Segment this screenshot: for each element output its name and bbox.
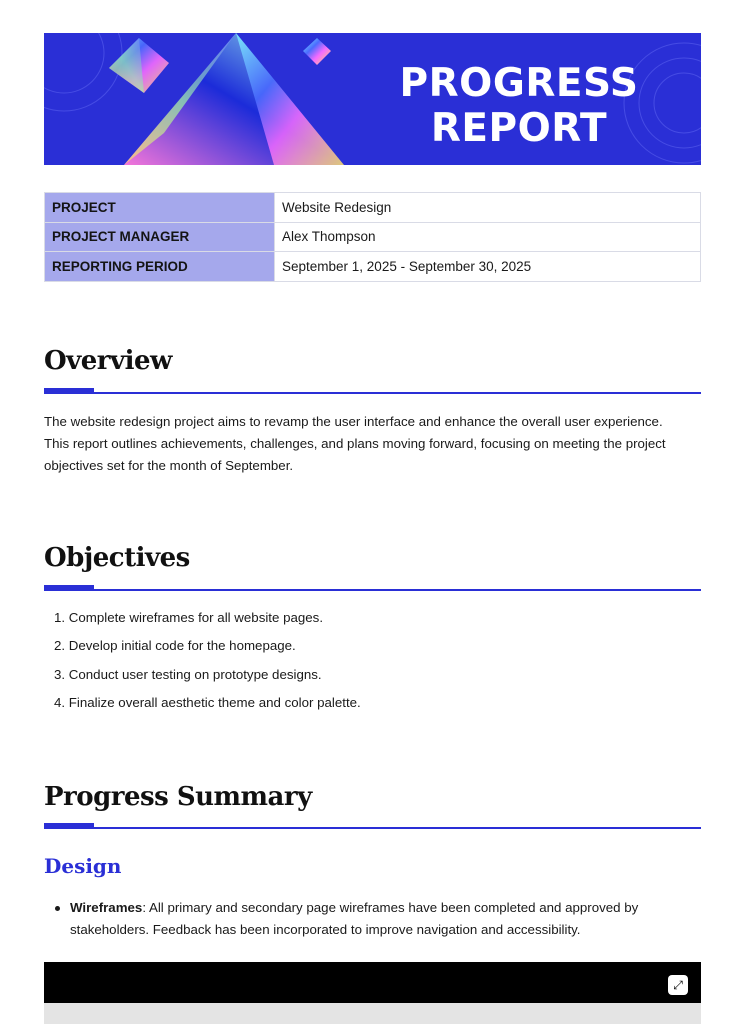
progress-rule	[44, 827, 701, 829]
objectives-heading: Objectives	[44, 543, 190, 573]
list-item: 2. Develop initial code for the homepage.	[54, 638, 296, 654]
list-item: 1. Complete wireframes for all website pages.	[54, 610, 324, 625]
bullet-text: stakeholders. Feedback has been incorporated to improve navigation and accessibility.	[70, 922, 581, 937]
objectives-list	[54, 607, 694, 720]
project-label: PROJECT	[45, 193, 275, 223]
list-item: 4. Finalize overall aesthetic theme and color palette.	[54, 694, 361, 710]
expand-icon[interactable]: ⤢	[668, 975, 688, 995]
embedded-media-toolbar	[44, 962, 701, 1003]
table-row	[45, 222, 701, 252]
period-label: REPORTING PERIOD	[45, 252, 275, 282]
overview-text	[44, 411, 701, 477]
design-heading: Design	[44, 854, 122, 878]
manager-label: PROJECT MANAGER	[45, 222, 275, 252]
progress-summary-heading: Progress Summary	[44, 782, 312, 812]
report-title	[354, 61, 684, 151]
overview-heading: Overview	[44, 346, 172, 376]
wireframes-bullet	[70, 897, 690, 941]
table-row	[45, 252, 701, 282]
bullet-label: Wireframes	[70, 900, 143, 915]
overview-rule	[44, 392, 701, 394]
period-value: September 1, 2025 - September 30, 2025	[275, 252, 701, 282]
report-title-line1: PROGRESS	[399, 61, 639, 106]
manager-value: Alex Thompson	[275, 222, 701, 252]
bullet-icon	[55, 906, 60, 911]
objectives-rule	[44, 589, 701, 591]
header-banner	[44, 33, 701, 165]
list-item: 3. Conduct user testing on prototype designs.	[54, 666, 322, 682]
table-row	[45, 193, 701, 223]
overview-line: objectives set for the month of September.	[44, 458, 294, 473]
report-title-line2: REPORT	[430, 106, 608, 151]
overview-line: The website redesign project aims to revamp the user interface and enhance the overall user experience.	[44, 414, 663, 429]
project-info-table	[44, 192, 701, 282]
bullet-text: : All primary and secondary page wireframes have been completed and approved by	[142, 900, 639, 915]
embedded-media-body	[44, 1003, 701, 1024]
project-value: Website Redesign	[275, 193, 701, 223]
overview-line: This report outlines achievements, challenges, and plans moving forward, focusing on meeting the project	[44, 436, 666, 451]
